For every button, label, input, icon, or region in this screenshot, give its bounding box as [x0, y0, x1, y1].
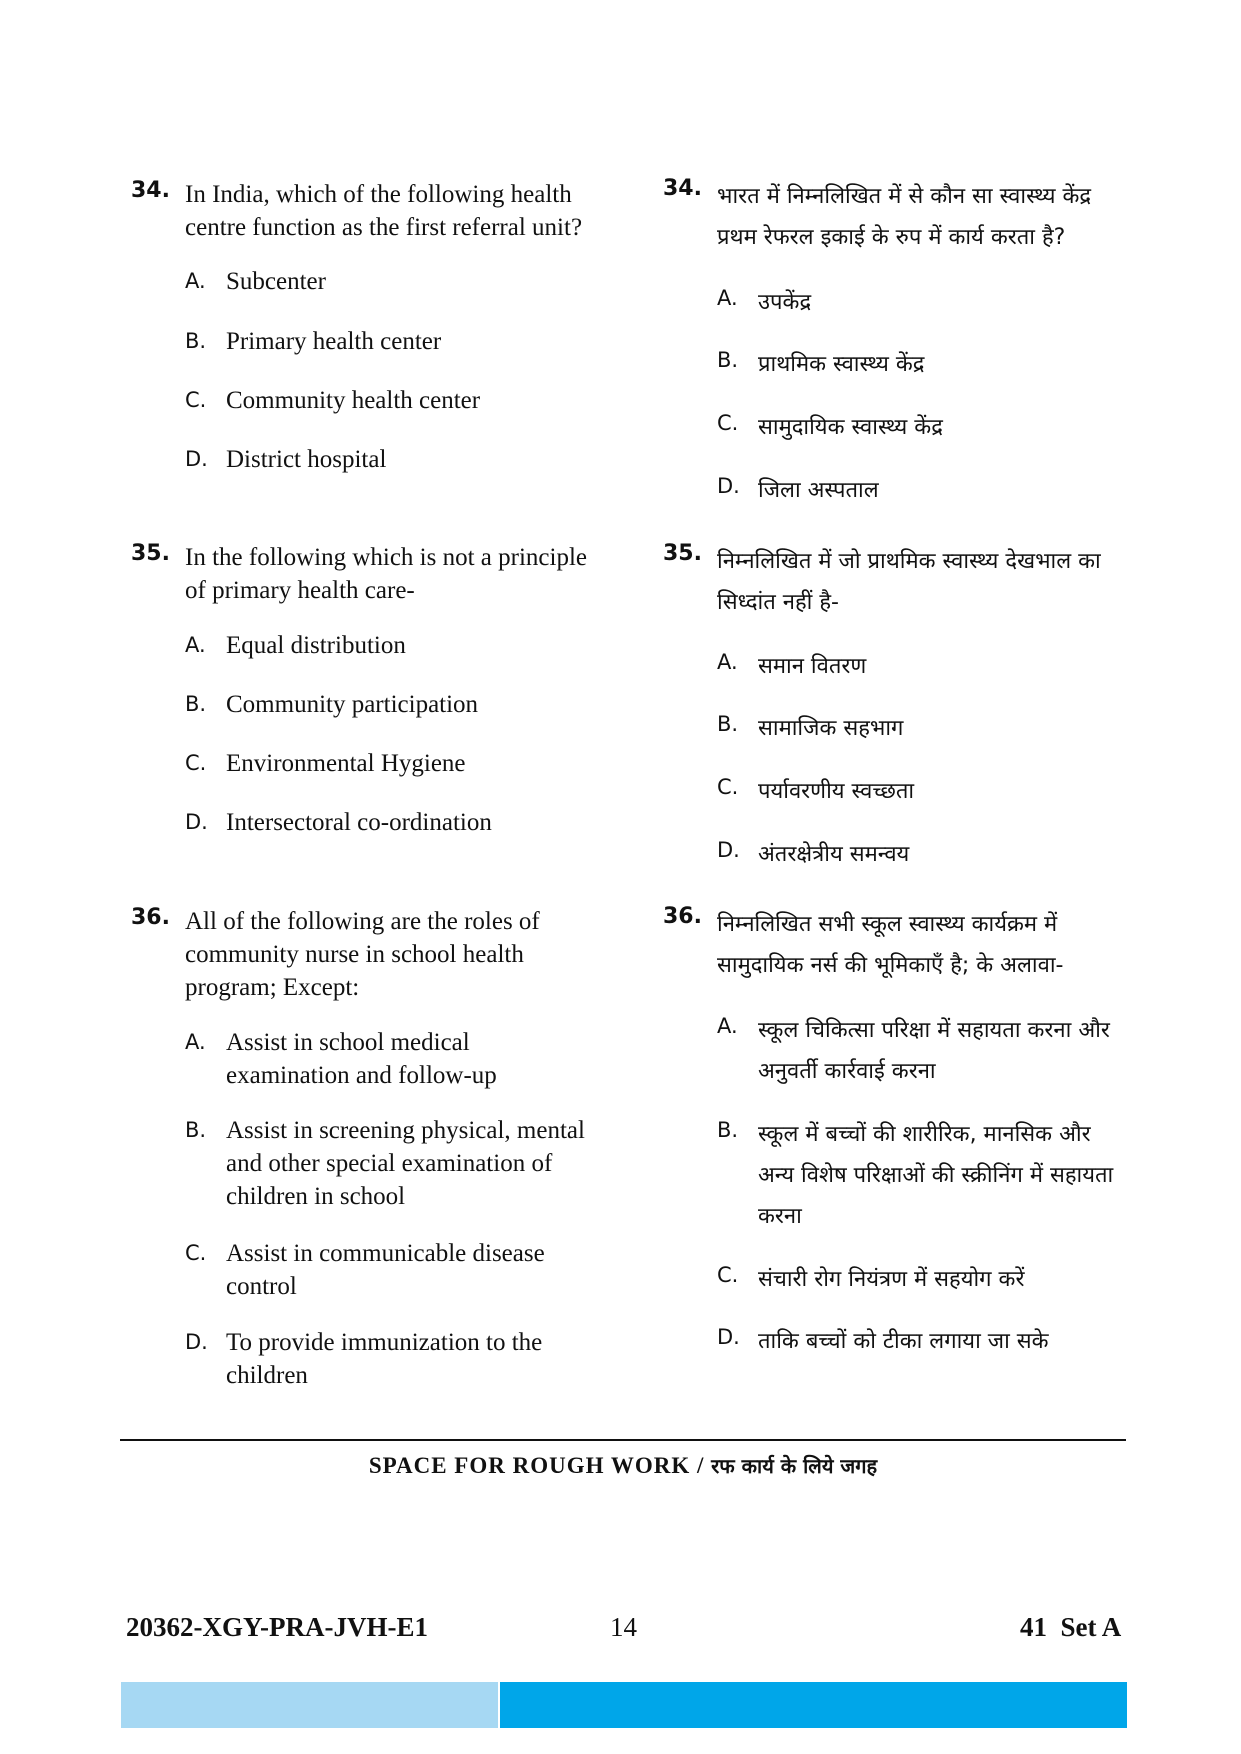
option-letter: A.: [185, 633, 206, 657]
option-text: उपकेंद्र: [758, 290, 812, 315]
option-letter: B.: [717, 348, 739, 372]
footer-bar-light: [121, 1682, 498, 1728]
rough-work-divider: [120, 1439, 1126, 1441]
option-text: प्राथमिक स्वास्थ्य केंद्र: [758, 352, 925, 377]
question-text: निम्नलिखित सभी स्कूल स्वास्थ्य कार्यक्रम में सामुदायिक नर्स की भूमिकाएँ है; के अलावा-: [717, 912, 1064, 978]
page-number: 14: [610, 1612, 637, 1642]
option-letter: C.: [185, 1241, 207, 1265]
option-letter: B.: [185, 692, 207, 716]
option-letter: B.: [185, 329, 207, 353]
option-text: ताकि बच्चों को टीका लगाया जा सके: [758, 1329, 1049, 1354]
option-letter: B.: [717, 1118, 739, 1142]
option-text: To provide immunization to the children: [226, 1329, 543, 1389]
option-letter: A.: [717, 650, 738, 674]
question-number: 36.: [663, 904, 702, 929]
question-number: 35.: [663, 541, 702, 566]
option-text: Equal distribution: [226, 632, 406, 659]
option-text: Assist in communicable disease control: [226, 1240, 545, 1300]
question-number: 34.: [131, 178, 170, 203]
paper-code: 20362-XGY-PRA-JVH-E1: [126, 1612, 428, 1642]
question-number: 34.: [663, 176, 702, 201]
option-letter: A.: [185, 269, 206, 293]
option-text: सामाजिक सहभाग: [758, 716, 904, 741]
option-letter: A.: [717, 286, 738, 310]
option-text: Environmental Hygiene: [226, 750, 466, 777]
question-text: भारत में निम्नलिखित में से कौन सा स्वास्थ्य केंद्र प्रथम रेफरल इकाई के रुप में कार्य करता है?: [717, 184, 1092, 250]
option-text: संचारी रोग नियंत्रण में सहयोग करें: [758, 1267, 1025, 1292]
set-label: 41 Set A: [1020, 1612, 1122, 1642]
option-letter: A.: [185, 1030, 206, 1054]
option-text: Assist in screening physical, mental and other special examination of children in school: [226, 1117, 585, 1210]
question-number: 36.: [131, 905, 170, 930]
footer-bar-dark: [500, 1682, 1127, 1728]
option-letter: B.: [717, 712, 739, 736]
option-letter: C.: [185, 751, 207, 775]
option-letter: C.: [717, 775, 739, 799]
option-text: समान वितरण: [758, 654, 867, 679]
option-text: स्कूल चिकित्सा परिक्षा में सहायता करना और अनुवर्ती कार्रवाई करना: [758, 1018, 1110, 1084]
question-text: All of the following are the roles of community nurse in school health program; Except:: [185, 908, 540, 1001]
option-text: अंतरक्षेत्रीय समन्वय: [758, 842, 910, 867]
option-text: Subcenter: [226, 268, 326, 295]
option-letter: B.: [185, 1118, 207, 1142]
option-letter: C.: [717, 1263, 739, 1287]
option-letter: C.: [717, 411, 739, 435]
option-letter: D.: [185, 810, 208, 834]
option-text: Community participation: [226, 691, 479, 718]
option-text: Primary health center: [226, 328, 442, 355]
option-letter: D.: [717, 474, 740, 498]
rough-work-label: SPACE FOR ROUGH WORK / रफ कार्य के लिये जगह: [368, 1453, 878, 1478]
option-letter: A.: [717, 1014, 738, 1038]
question-text: In India, which of the following health centre function as the first referral unit?: [185, 181, 583, 241]
option-text: जिला अस्पताल: [758, 478, 879, 503]
question-number: 35.: [131, 541, 170, 566]
option-letter: D.: [717, 838, 740, 862]
option-text: Community health center: [226, 387, 481, 414]
option-text: पर्यावरणीय स्वच्छता: [758, 779, 915, 804]
option-text: स्कूल में बच्चों की शारीरिक, मानसिक और अन्य विशेष परिक्षाओं की स्क्रीनिंग में सहायता करना: [758, 1122, 1114, 1229]
option-text: District hospital: [226, 446, 387, 473]
option-letter: D.: [185, 447, 208, 471]
option-letter: D.: [185, 1330, 208, 1354]
option-text: Intersectoral co-ordination: [226, 809, 492, 836]
option-letter: C.: [185, 388, 207, 412]
option-letter: D.: [717, 1325, 740, 1349]
option-text: सामुदायिक स्वास्थ्य केंद्र: [758, 415, 943, 440]
option-text: Assist in school medical examination and follow-up: [226, 1029, 497, 1089]
question-text: निम्नलिखित में जो प्राथमिक स्वास्थ्य देखभाल का सिध्दांत नहीं है-: [717, 549, 1101, 615]
question-text: In the following which is not a principle of primary health care-: [185, 544, 588, 604]
